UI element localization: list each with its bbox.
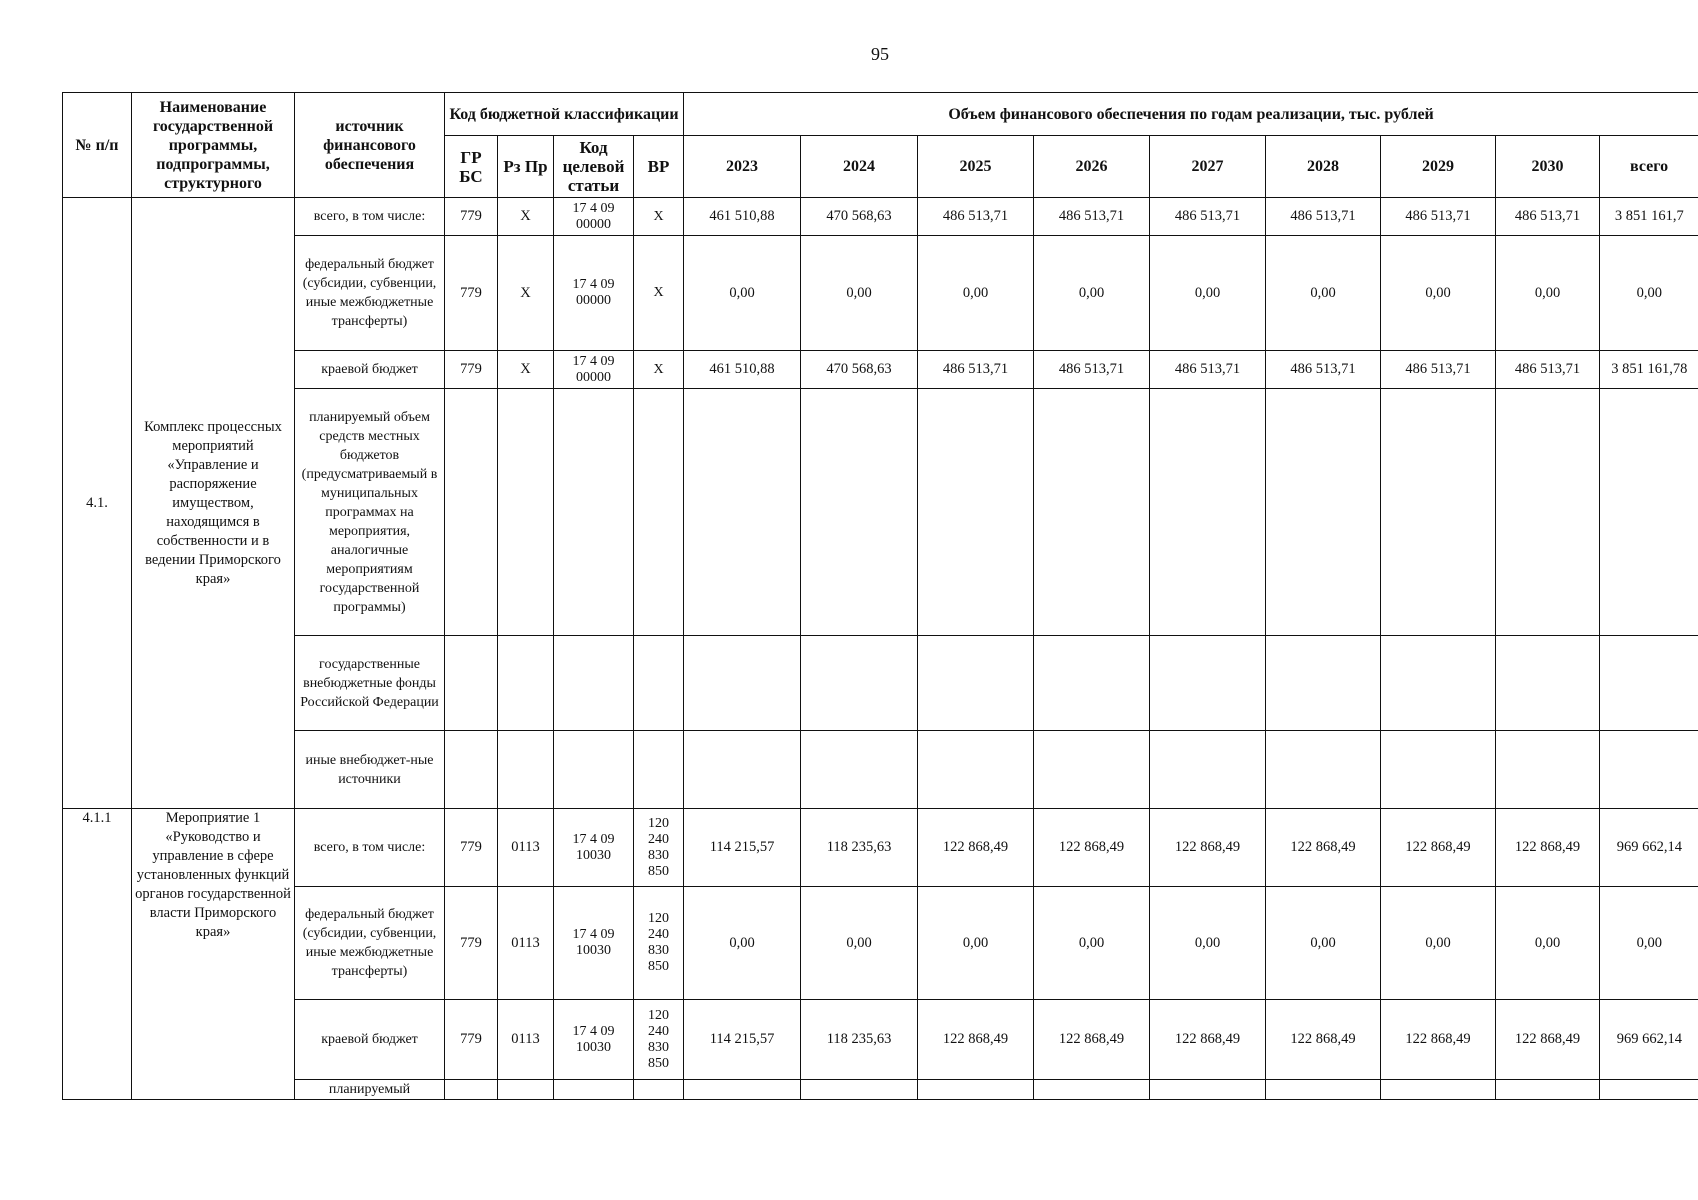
value-cell: 114 215,57 <box>684 1000 801 1080</box>
vr-cell: X <box>634 236 684 351</box>
program-4-1-title: Комплекс процессных мероприятий «Управление и распоряжение имуществом, находящимся в собственности и в ведении Приморского края» <box>132 198 295 809</box>
value-cell <box>801 636 918 731</box>
source-cell: планируемый объем средств местных бюджетов (предусматриваемый в муниципальных программах на мероприятия, аналогичные мероприятиям государственной программы) <box>295 389 445 636</box>
value-cell: 0,00 <box>1150 236 1266 351</box>
grbs-cell: 779 <box>445 198 498 236</box>
header-budget-code: Код бюджетной классификации <box>445 93 684 136</box>
rzpr-cell: 0113 <box>498 809 554 887</box>
vr-cell: X <box>634 351 684 389</box>
value-cell <box>1266 636 1381 731</box>
value-cell: 122 868,49 <box>1496 1000 1600 1080</box>
header-source: источник финансового обеспечения <box>295 93 445 198</box>
source-cell: планируемый <box>295 1080 445 1100</box>
value-cell: 0,00 <box>1266 887 1381 1000</box>
kcs-cell: 17 4 09 00000 <box>554 236 634 351</box>
source-cell: федеральный бюджет (субсидии, субвенции, иные межбюджетные трансферты) <box>295 236 445 351</box>
rzpr-cell: 0113 <box>498 1000 554 1080</box>
value-cell: 486 513,71 <box>1034 198 1150 236</box>
table-row <box>63 389 1698 636</box>
header-year-2023: 2023 <box>684 136 801 198</box>
rzpr-cell <box>498 636 554 731</box>
value-total-cell: 969 662,14 <box>1600 1000 1698 1080</box>
grbs-cell: 779 <box>445 809 498 887</box>
header-year-2027: 2027 <box>1150 136 1266 198</box>
value-total-cell <box>1600 731 1698 809</box>
rzpr-cell <box>498 731 554 809</box>
source-cell: федеральный бюджет (субсидии, субвенции, иные межбюджетные трансферты) <box>295 887 445 1000</box>
header-kcs: Код целевой статьи <box>554 136 634 198</box>
value-cell: 486 513,71 <box>1496 351 1600 389</box>
value-cell <box>918 731 1034 809</box>
value-total-cell: 3 851 161,78 <box>1600 351 1698 389</box>
value-cell <box>1266 731 1381 809</box>
kcs-cell: 17 4 09 10030 <box>554 1000 634 1080</box>
vr-cell: 120 240 830 850 <box>634 887 684 1000</box>
rzpr-cell <box>498 1080 554 1100</box>
value-cell <box>1034 636 1150 731</box>
page-number: 95 <box>871 44 889 64</box>
value-cell: 486 513,71 <box>1266 351 1381 389</box>
table-row <box>63 198 1698 236</box>
value-cell: 0,00 <box>801 236 918 351</box>
table-row <box>63 887 1698 1000</box>
value-cell: 0,00 <box>1381 887 1496 1000</box>
header-name: Наименование государственной программы, подпрограммы, структурного <box>132 93 295 198</box>
vr-cell: 120 240 830 850 <box>634 809 684 887</box>
budget-table <box>62 92 1698 1100</box>
value-cell: 0,00 <box>1034 236 1150 351</box>
grbs-cell <box>445 389 498 636</box>
value-cell: 122 868,49 <box>1034 809 1150 887</box>
value-total-cell: 0,00 <box>1600 236 1698 351</box>
value-cell: 0,00 <box>1034 887 1150 1000</box>
value-cell <box>1381 1080 1496 1100</box>
value-cell: 0,00 <box>801 887 918 1000</box>
vr-cell <box>634 731 684 809</box>
value-total-cell <box>1600 1080 1698 1100</box>
kcs-cell: 17 4 09 00000 <box>554 198 634 236</box>
value-cell <box>1496 1080 1600 1100</box>
rzpr-cell: X <box>498 351 554 389</box>
value-cell <box>801 389 918 636</box>
value-cell: 486 513,71 <box>1034 351 1150 389</box>
value-cell <box>1150 731 1266 809</box>
table-row <box>63 1080 1698 1100</box>
value-total-cell <box>1600 636 1698 731</box>
value-cell <box>684 1080 801 1100</box>
rzpr-cell <box>498 389 554 636</box>
header-vr: ВР <box>634 136 684 198</box>
value-cell: 114 215,57 <box>684 809 801 887</box>
grbs-cell <box>445 1080 498 1100</box>
value-cell <box>1381 731 1496 809</box>
value-cell <box>1266 1080 1381 1100</box>
table-row <box>63 809 1698 887</box>
header-year-2029: 2029 <box>1381 136 1496 198</box>
table-row <box>63 731 1698 809</box>
header-num: № п/п <box>63 93 132 198</box>
value-cell <box>684 636 801 731</box>
value-cell: 0,00 <box>1496 236 1600 351</box>
table-row <box>63 236 1698 351</box>
value-cell: 122 868,49 <box>1381 809 1496 887</box>
vr-cell: X <box>634 198 684 236</box>
header-year-2025: 2025 <box>918 136 1034 198</box>
value-cell <box>684 731 801 809</box>
value-cell <box>1034 1080 1150 1100</box>
value-cell <box>1381 636 1496 731</box>
value-cell <box>1266 389 1381 636</box>
value-cell: 0,00 <box>1381 236 1496 351</box>
value-cell: 486 513,71 <box>1381 198 1496 236</box>
kcs-cell <box>554 389 634 636</box>
value-cell <box>918 636 1034 731</box>
value-cell: 461 510,88 <box>684 351 801 389</box>
value-cell: 122 868,49 <box>1150 809 1266 887</box>
value-cell: 486 513,71 <box>1381 351 1496 389</box>
source-cell: краевой бюджет <box>295 351 445 389</box>
value-cell <box>801 731 918 809</box>
value-cell: 0,00 <box>918 887 1034 1000</box>
value-cell: 122 868,49 <box>1034 1000 1150 1080</box>
table-row <box>63 351 1698 389</box>
value-cell: 0,00 <box>684 236 801 351</box>
value-total-cell: 0,00 <box>1600 887 1698 1000</box>
value-cell: 486 513,71 <box>1266 198 1381 236</box>
grbs-cell: 779 <box>445 1000 498 1080</box>
value-cell: 461 510,88 <box>684 198 801 236</box>
value-cell: 122 868,49 <box>918 1000 1034 1080</box>
grbs-cell: 779 <box>445 236 498 351</box>
value-cell <box>1034 389 1150 636</box>
value-cell <box>1381 389 1496 636</box>
header-rzpr: Рз Пр <box>498 136 554 198</box>
value-cell <box>1150 389 1266 636</box>
vr-cell <box>634 389 684 636</box>
rzpr-cell: 0113 <box>498 887 554 1000</box>
grbs-cell: 779 <box>445 351 498 389</box>
source-cell: всего, в том числе: <box>295 198 445 236</box>
value-cell: 470 568,63 <box>801 198 918 236</box>
kcs-cell <box>554 731 634 809</box>
kcs-cell <box>554 1080 634 1100</box>
value-cell: 122 868,49 <box>1266 1000 1381 1080</box>
value-total-cell: 969 662,14 <box>1600 809 1698 887</box>
value-total-cell <box>1600 389 1698 636</box>
header-year-2026: 2026 <box>1034 136 1150 198</box>
vr-cell <box>634 636 684 731</box>
value-cell: 470 568,63 <box>801 351 918 389</box>
header-grbs: ГР БС <box>445 136 498 198</box>
value-cell <box>684 389 801 636</box>
vr-cell <box>634 1080 684 1100</box>
header-year-2024: 2024 <box>801 136 918 198</box>
value-cell: 122 868,49 <box>1381 1000 1496 1080</box>
grbs-cell <box>445 731 498 809</box>
program-4-1-number: 4.1. <box>63 198 132 809</box>
value-cell: 122 868,49 <box>1150 1000 1266 1080</box>
value-cell <box>1496 389 1600 636</box>
value-cell <box>1496 636 1600 731</box>
value-cell <box>1150 636 1266 731</box>
value-cell: 0,00 <box>684 887 801 1000</box>
header-year-2028: 2028 <box>1266 136 1381 198</box>
vr-cell: 120 240 830 850 <box>634 1000 684 1080</box>
grbs-cell: 779 <box>445 887 498 1000</box>
rzpr-cell: X <box>498 236 554 351</box>
source-cell: государственные внебюджетные фонды Российской Федерации <box>295 636 445 731</box>
value-cell: 122 868,49 <box>1266 809 1381 887</box>
value-cell: 0,00 <box>1266 236 1381 351</box>
header-total: всего <box>1600 136 1698 198</box>
value-cell <box>918 389 1034 636</box>
table-row <box>63 1000 1698 1080</box>
value-cell: 0,00 <box>1150 887 1266 1000</box>
header-year-2030: 2030 <box>1496 136 1600 198</box>
value-cell <box>918 1080 1034 1100</box>
value-cell: 486 513,71 <box>1150 351 1266 389</box>
source-cell: всего, в том числе: <box>295 809 445 887</box>
value-cell: 486 513,71 <box>1496 198 1600 236</box>
rzpr-cell: X <box>498 198 554 236</box>
activity-4-1-1-title: Мероприятие 1 «Руководство и управление в сфере установленных функций органов государственной власти Приморского края» <box>132 809 295 1100</box>
value-cell: 486 513,71 <box>918 351 1034 389</box>
kcs-cell: 17 4 09 10030 <box>554 809 634 887</box>
value-cell: 118 235,63 <box>801 1000 918 1080</box>
value-cell <box>801 1080 918 1100</box>
value-cell: 0,00 <box>1496 887 1600 1000</box>
activity-4-1-1-number: 4.1.1 <box>63 809 132 1100</box>
value-cell: 0,00 <box>918 236 1034 351</box>
value-cell: 486 513,71 <box>918 198 1034 236</box>
kcs-cell <box>554 636 634 731</box>
kcs-cell: 17 4 09 10030 <box>554 887 634 1000</box>
value-cell: 486 513,71 <box>1150 198 1266 236</box>
value-cell <box>1034 731 1150 809</box>
value-cell: 118 235,63 <box>801 809 918 887</box>
table-row <box>63 636 1698 731</box>
kcs-cell: 17 4 09 00000 <box>554 351 634 389</box>
header-volume: Объем финансового обеспечения по годам реализации, тыс. рублей <box>684 93 1698 136</box>
value-cell <box>1496 731 1600 809</box>
grbs-cell <box>445 636 498 731</box>
value-cell <box>1150 1080 1266 1100</box>
value-cell: 122 868,49 <box>918 809 1034 887</box>
value-cell: 122 868,49 <box>1496 809 1600 887</box>
value-total-cell: 3 851 161,7 <box>1600 198 1698 236</box>
source-cell: краевой бюджет <box>295 1000 445 1080</box>
source-cell: иные внебюджет-ные источники <box>295 731 445 809</box>
